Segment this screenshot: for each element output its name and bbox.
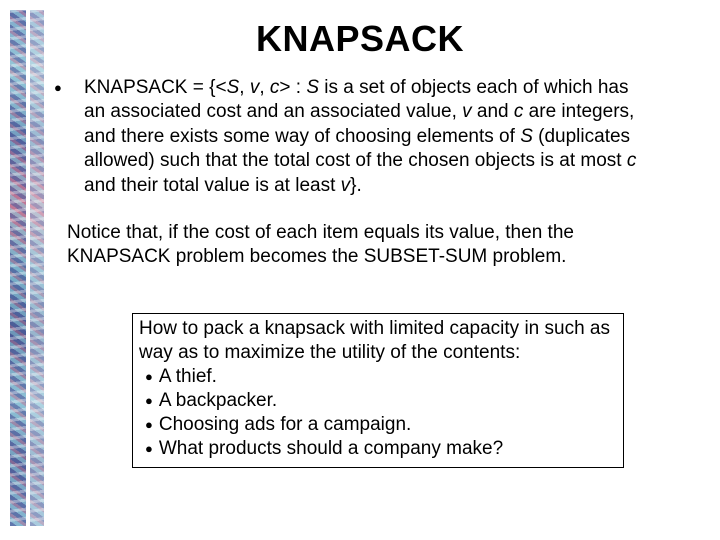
math-variable: v bbox=[340, 174, 351, 196]
definition-fragment: }. bbox=[350, 174, 362, 196]
math-variable: S bbox=[520, 125, 533, 147]
list-item: ● A thief. bbox=[145, 366, 217, 387]
definition-fragment: KNAPSACK = {< bbox=[84, 77, 227, 98]
examples-list bbox=[139, 365, 617, 461]
math-variable: S bbox=[306, 77, 320, 98]
bullet-dot-icon: ● bbox=[145, 369, 153, 384]
examples-intro: How to pack a knapsack with limited capacity in such as way as to maximize the utility of the contents: bbox=[139, 318, 610, 363]
decorative-strip-left bbox=[10, 10, 26, 526]
bullet-dot-icon: ● bbox=[145, 393, 153, 408]
math-variable: c bbox=[269, 77, 280, 98]
decorative-strip-right bbox=[30, 10, 44, 526]
definition-fragment: is a set of objects each of which has an associated cost and an associated value, bbox=[84, 77, 629, 123]
list-item: ● What products should a company make? bbox=[145, 438, 504, 459]
list-item: ● Choosing ads for a campaign. bbox=[145, 414, 412, 435]
definition-text bbox=[84, 76, 644, 198]
definition-paragraph bbox=[54, 76, 644, 198]
definition-fragment: and their total value is at least bbox=[84, 174, 341, 196]
math-variable: S bbox=[226, 77, 240, 98]
examples-box bbox=[132, 313, 624, 468]
bullet-dot-icon: ● bbox=[54, 80, 62, 95]
definition-fragment: , bbox=[259, 77, 270, 98]
definition-fragment: , bbox=[239, 77, 250, 98]
math-variable: c bbox=[513, 101, 524, 123]
notice-paragraph: Notice that, if the cost of each item equals its value, then the KNAPSACK problem becomes the SUBSET-SUM problem. bbox=[67, 222, 574, 268]
math-variable: v bbox=[462, 101, 472, 123]
definition-fragment: > : bbox=[279, 77, 307, 98]
slide-title: KNAPSACK bbox=[255, 18, 464, 59]
list-item: ● A backpacker. bbox=[145, 390, 278, 411]
bullet-dot-icon: ● bbox=[145, 441, 153, 456]
math-variable: v bbox=[249, 77, 260, 98]
definition-fragment: and bbox=[471, 101, 514, 123]
definition-fragment: are integers, and there exists some way of choosing elements of bbox=[84, 101, 635, 147]
bullet-dot-icon: ● bbox=[145, 417, 153, 432]
math-variable: c bbox=[626, 150, 637, 172]
definition-fragment: (duplicates allowed) such that the total cost of the chosen objects is at most bbox=[84, 125, 631, 172]
